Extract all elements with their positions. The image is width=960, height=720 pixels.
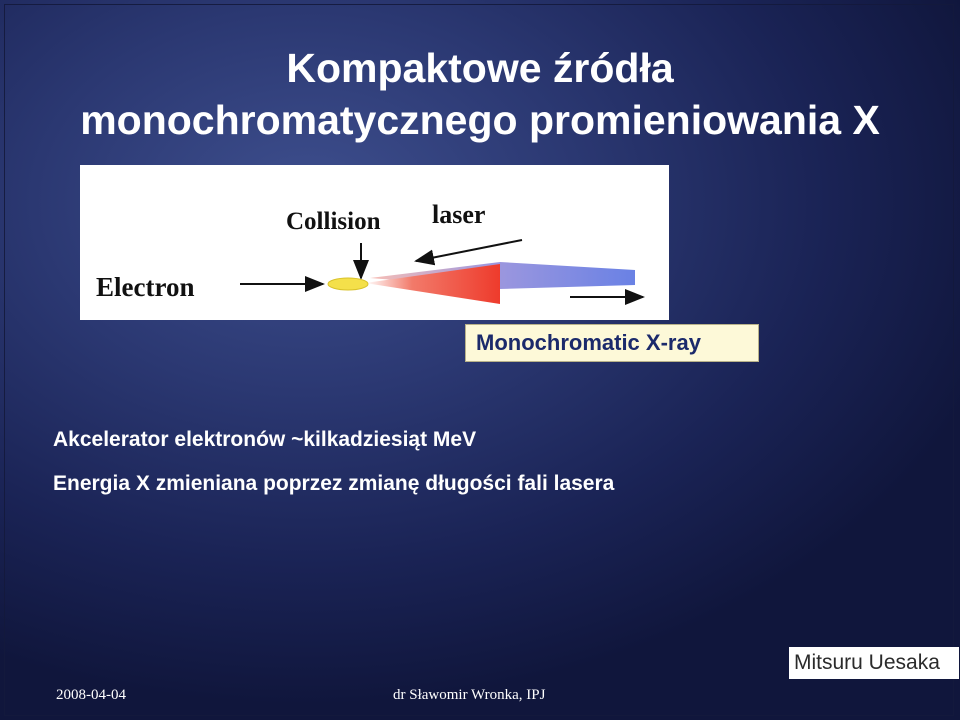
collision-label: Collision — [286, 208, 381, 235]
collision-diagram — [80, 165, 669, 320]
footer-date: 2008-04-04 — [56, 687, 126, 703]
footer-author: dr Sławomir Wronka, IPJ — [393, 687, 546, 703]
collision-diagram-svg — [80, 165, 669, 320]
title-line-1: Kompaktowe źródła — [286, 45, 674, 91]
bullet-energy: Energia X zmieniana poprzez zmianę długości fali lasera — [53, 472, 615, 495]
title-line-2: monochromatycznego promieniowania X — [80, 97, 880, 143]
laser-direction-arrow — [416, 240, 522, 261]
electron-bunch — [328, 278, 368, 290]
xray-cone — [365, 264, 500, 304]
laser-label: laser — [432, 200, 486, 229]
monochromatic-xray-label: Monochromatic X-ray — [465, 324, 759, 362]
slide-title — [0, 42, 960, 146]
bullet-accelerator: Akcelerator elektronów ~kilkadziesiąt MeV — [53, 428, 477, 451]
author-logo: Mitsuru Uesaka — [789, 647, 959, 679]
electron-label: Electron — [96, 272, 195, 302]
